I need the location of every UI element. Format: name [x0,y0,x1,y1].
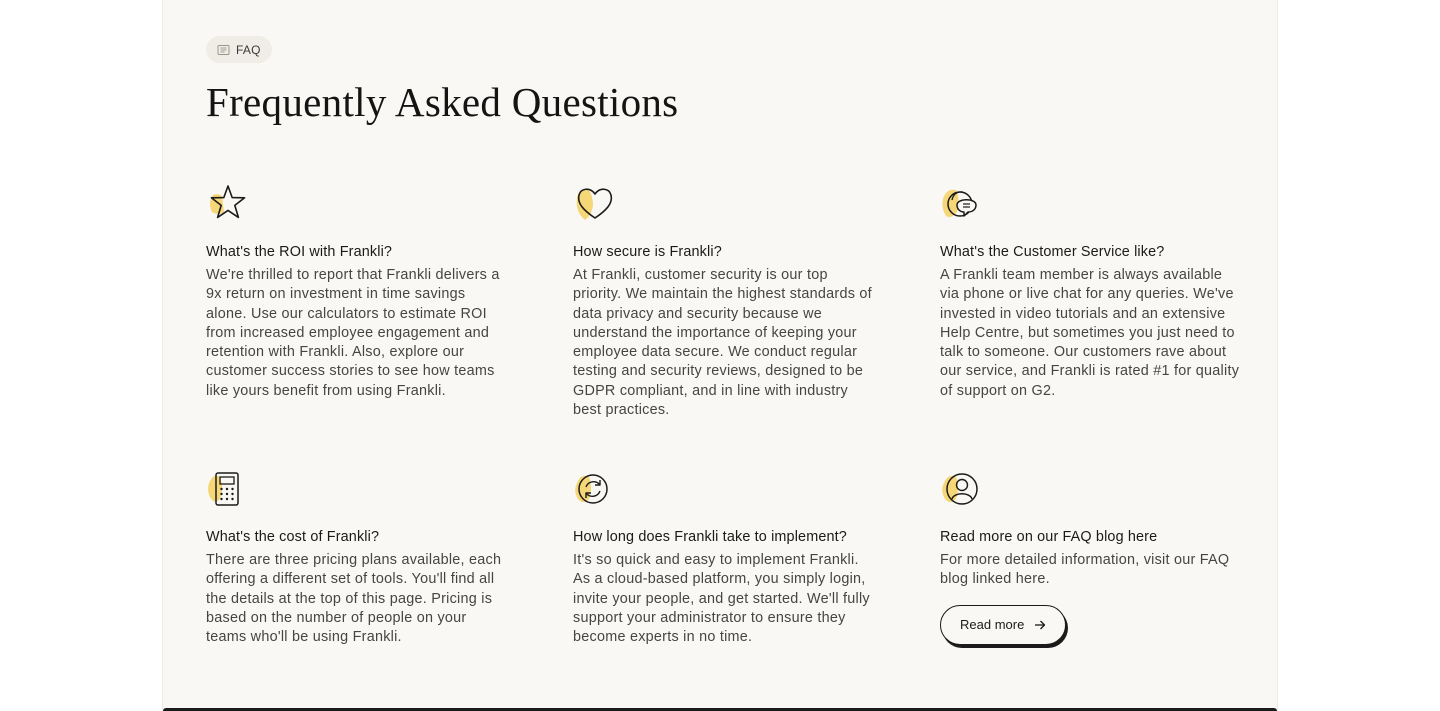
faq-badge [206,36,272,63]
faq-question: Read more on our FAQ blog here [940,529,1158,545]
read-more-button[interactable] [940,605,1066,645]
read-more-label: Read more [960,617,1025,633]
faq-question: What's the Customer Service like? [940,244,1165,260]
faq-answer: A Frankli team member is always available via phone or live chat for any queries. We've invested in video tutorials and an extensive Help Centre, but sometimes you just need to talk to someone. Our customers rave about our service, and Frankli is rated #1 for quality of support on G2. [940,267,1240,399]
faq-item-cost [206,467,506,647]
faq-item-security [573,182,873,420]
faq-answer: There are three pricing plans available, each offering a different set of tools. You'll find all the details at the top of this page. Pricing is based on the number of people on your teams who'll be using Frankli. [206,552,502,646]
document-icon [217,44,230,56]
heart-icon [573,182,617,226]
faq-answer: For more detailed information, visit our FAQ blog linked here. [940,552,1230,588]
faq-item-implementation [573,467,873,647]
star-icon [206,182,250,226]
faq-item-roi [206,182,506,401]
faq-question: How long does Frankli take to implement? [573,529,847,545]
chat-bubble-icon [940,182,984,226]
faq-section [162,0,1278,711]
faq-answer: At Frankli, customer security is our top priority. We maintain the highest standards of data privacy and security because we understand the importance of keeping your employee data secure. We conduct regular testing and security reviews, designed to be GDPR compliant, and in line with industry best practices. [573,267,872,419]
arrow-right-icon [1034,620,1046,630]
faq-item-blog [940,467,1240,645]
refresh-icon [573,467,617,511]
user-icon [940,467,984,511]
faq-item-customer-service [940,182,1240,401]
faq-question: How secure is Frankli? [573,244,722,260]
faq-question: What's the ROI with Frankli? [206,244,393,260]
faq-question: What's the cost of Frankli? [206,529,380,545]
page-title: Frequently Asked Questions [206,79,679,125]
calculator-icon [206,467,250,511]
faq-badge-label: FAQ [236,42,261,57]
faq-answer: We're thrilled to report that Frankli delivers a 9x return on investment in time savings alone. Use our calculators to estimate ROI from increased employee engagement and retention with Frankli. Also, explore our customer success stories to see how teams like yours benefit from using Frankli. [206,267,500,399]
faq-answer: It's so quick and easy to implement Frankli. As a cloud-based platform, you simply login, invite your people, and get started. We'll fully support your administrator to ensure they become experts in no time. [573,552,870,646]
